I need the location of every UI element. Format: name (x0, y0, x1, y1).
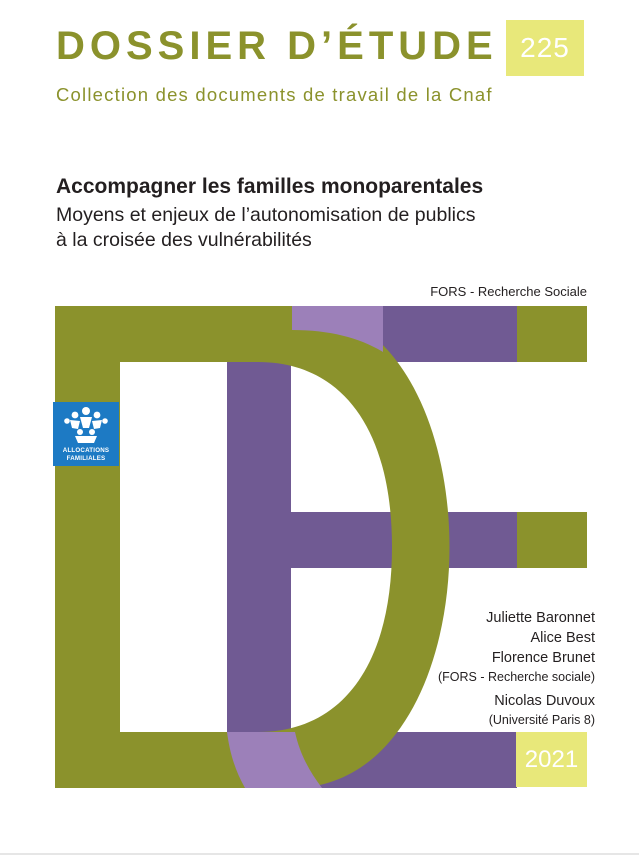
caf-logo-text-line-1: ALLOCATIONS (62, 447, 110, 454)
caf-family-icon (53, 402, 119, 446)
document-title: Accompagner les familles monoparentales (56, 175, 484, 198)
document-subtitle-line-1: Moyens et enjeux de l’autonomisation de publics (56, 204, 476, 226)
author-name: Nicolas Duvoux (494, 693, 595, 709)
series-subtitle: Collection des documents de travail de la Cnaf (56, 84, 493, 105)
caf-logo (53, 402, 119, 466)
e-middle-tip (517, 512, 587, 568)
author-name: Juliette Baronnet (486, 610, 595, 626)
publication-year: 2021 (516, 732, 587, 787)
e-spine (227, 306, 291, 788)
organization-label: FORS - Recherche Sociale (430, 284, 587, 299)
series-number-badge: 225 (506, 20, 584, 76)
document-subtitle-line-2: à la croisée des vulnérabilités (56, 229, 312, 251)
author-name: Florence Brunet (491, 650, 595, 666)
caf-logo-text-line-2: FAMILIALES (66, 455, 106, 462)
series-title: DOSSIER D’ÉTUDE (56, 24, 498, 68)
authors-block (438, 608, 595, 729)
author-name: Alice Best (530, 630, 595, 646)
e-top-tip (517, 306, 587, 362)
author-affiliation: (Université Paris 8) (488, 713, 595, 727)
author-affiliation: (FORS - Recherche sociale) (438, 670, 595, 684)
bottom-divider (0, 853, 639, 855)
